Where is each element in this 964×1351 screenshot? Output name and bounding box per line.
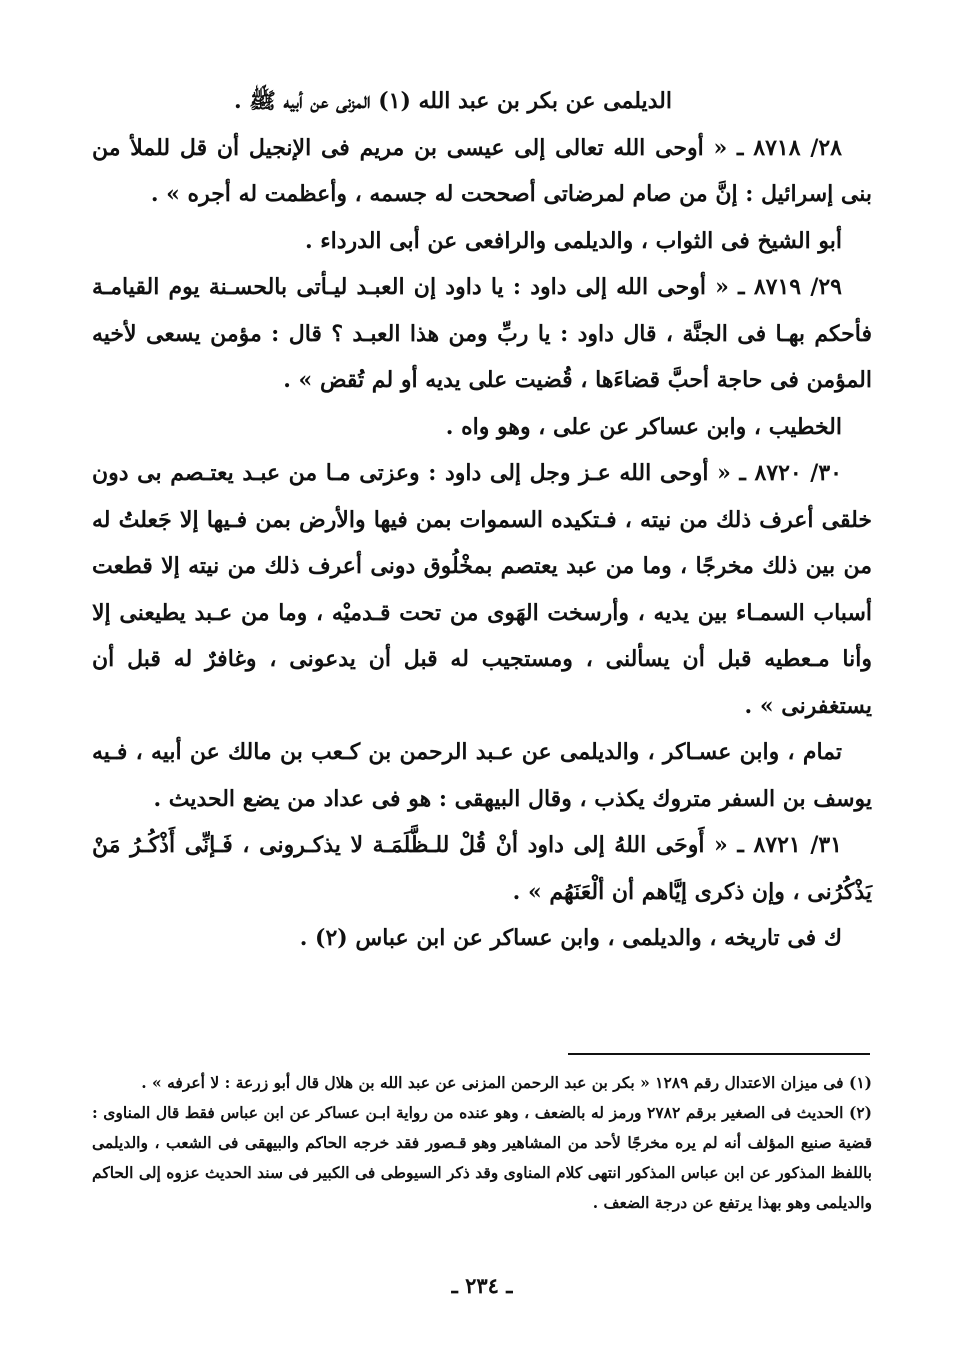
source-8721: ك فى تاريخه ، والديلمى ، وابن عساكر عن ابن عباس (٢) . [299, 925, 842, 951]
source-8720: تمام ، وابن عسـاكر ، والديلمى عن عـبد الرحمن بن كـعب بن مالك عن أبيه ، فـيه يوسف بن السفر متروك يكذب ، وقال البيهقى : هو فى عداد من يضع الحديث . [92, 739, 872, 812]
hadith-8720: ٣٠/ ٨٧٢٠ ـ « أوحى الله عـز وجل إلى داود : وعزتى مـا من عبـد يعتـصم بى دون خلقى أعرف ذلك من نيته ، فـتكيده السموات بمن فيها والأرض بمن فـيها إلا جَعلتُ له من بين ذلك مخرجًا ، وما من عبد يعتصم بمخْلُوق دونى أعرف ذلك من نيته إلا قطعت أسباب السمـاء بين يديه ، وأرسخت الهَوى من تحت قـدميْه ، وما من عـبد يطيعنى إلا وأنا مـعطيه قبل أن يسألنى ، ومستجيب له قبل أن يدعونى ، وغافرٌ له قبل أن يستغفرنى » . [92, 460, 872, 719]
hadith-8718: ٢٨/ ٨٧١٨ ـ « أوحى الله تعالى إلى عيسى بن مريم فى الإنجيل أن قل للملأ من بنى إسرائيل : إنَّ من صام لمرضاتى أصححت له جسمه ، وأعظمت له أجره » . [92, 134, 872, 207]
source-8719: الخطيب ، وابن عساكر عن على ، وهو واه . [445, 413, 842, 440]
main-text [92, 78, 872, 962]
hadith-8721: ٣١/ ٨٧٢١ ـ « أَوحَى اللهُ إلى داود أنْ قُلْ للـظَّلَمَـة لا يذكـرونى ، فَـإنِّى أَذْكُـرُ مَنْ يَذْكُرُنى ، وإن ذكرى إيَّاهم أن ألْعَنَهُم » . [92, 832, 872, 905]
footnote-divider [568, 1053, 870, 1055]
footnotes [92, 1068, 872, 1218]
source-8718: أبو الشيخ فى الثواب ، والديلمى والرافعى عن أبى الدرداء . [304, 227, 842, 254]
footnote-2: (٢) الحديث فى الصغير برقم ٢٧٨٢ ورمز له بالضعف ، وهو عنده من رواية ابـن عساكر عن ابن عباس فقط قال المناوى : قضية صنيع المؤلف أنه لم يره مخرجًا لأحد من المشاهير وهو قـصور فقد خرجه الحاكم والبيهقى فى الشعب ، والديلمى باللفظ المذكور عن ابن عباس المذكور انتهى كلام المناوى وقد ذكر السيوطى فى الكبير فى سند الحديث عزوه إلى الحاكم والديلمى وهو بهذا يرتفع عن درجة الضعف . [92, 1103, 873, 1212]
paragraph-source-line: الديلمى عن بكر بن عبد الله (١) المزنى عن أبيه ﷺ . [233, 88, 672, 114]
footnote-1: (١) فى ميزان الاعتدال رقم ١٢٨٩ « بكر بن عبد الرحمن المزنى عن عبد الله بن هلال قال أبو زرعة : لا أعرفه » . [141, 1073, 872, 1092]
page-number: ـ ٢٣٤ ـ [451, 1273, 513, 1298]
hadith-8719: ٢٩/ ٨٧١٩ ـ « أوحى الله إلى داود : يا داود إن العبـد ليـأتى بالحسـنة يوم القيامـة فأحكم بهـا فى الجنَّة ، قال داود : يا ربِّ ومن هذا العبـد ؟ قال : مؤمن يسعى لأخيه المؤمن فى حاجة أحبَّ قضاءَها ، قُضيت على يديه أو لم تُقض » . [92, 274, 872, 393]
